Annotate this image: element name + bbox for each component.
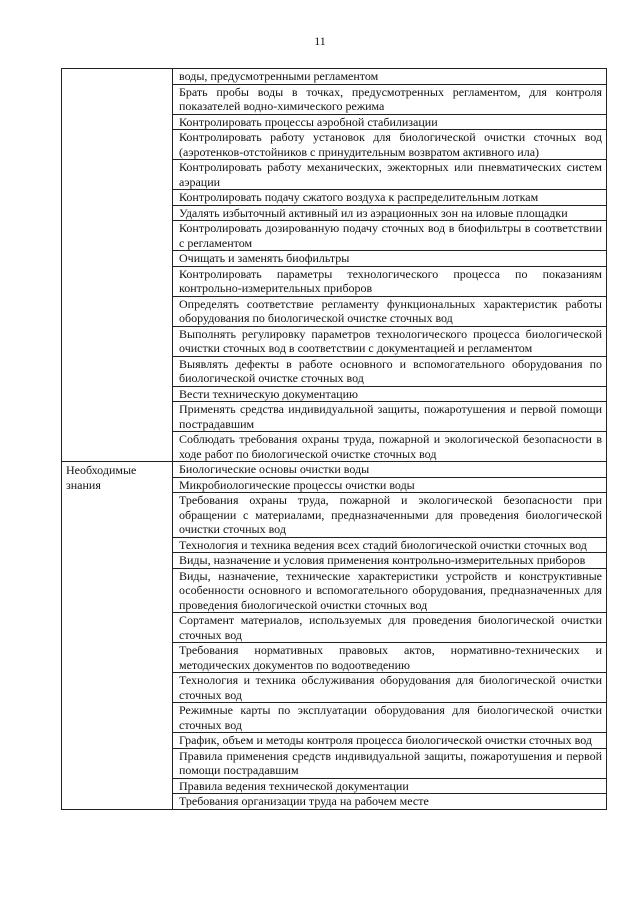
table-cell-item: Микробиологические процессы очистки воды [173, 477, 607, 493]
table-cell-item: Определять соответствие регламенту функциональных характеристик работы оборудования по биологической очистке сточных вод [173, 296, 607, 326]
requirements-table [61, 68, 607, 810]
table-cell-item: Требования организации труда на рабочем месте [173, 794, 607, 810]
section-label-knowledge: Необходимые знания [62, 462, 173, 810]
table-cell-item: График, объем и методы контроля процесса биологической очистки сточных вод [173, 733, 607, 749]
table-cell-item: Требования охраны труда, пожарной и экологической безопасности при обращении с материалами, предназначенными для проведения биологической очистки сточных вод [173, 493, 607, 538]
table-cell-item: Контролировать работу механических, эжекторных или пневматических систем аэрации [173, 160, 607, 190]
table-cell-item: Применять средства индивидуальной защиты, пожаротушения и первой помощи пострадавшим [173, 402, 607, 432]
table-cell-item: Соблюдать требования охраны труда, пожарной и экологической безопасности в ходе работ по биологической очистке сточных вод [173, 432, 607, 462]
table-cell-item: Требования нормативных правовых актов, нормативно-технических и методических документов по водоотведению [173, 643, 607, 673]
table-cell-item: воды, предусмотренными регламентом [173, 69, 607, 85]
table-cell-item: Правила ведения технической документации [173, 778, 607, 794]
table-cell-item: Технология и техника ведения всех стадий биологической очистки сточных вод [173, 537, 607, 553]
table-row [62, 462, 607, 478]
table-cell-item: Контролировать подачу сжатого воздуха к распределительным лоткам [173, 190, 607, 206]
table-cell-item: Выявлять дефекты в работе основного и вспомогательного оборудования по биологической очистке сточных вод [173, 356, 607, 386]
page-number: 11 [314, 34, 326, 48]
table-cell-item: Контролировать процессы аэробной стабилизации [173, 114, 607, 130]
table-cell-item: Вести техническую документацию [173, 386, 607, 402]
table-cell-item: Выполнять регулировку параметров технологического процесса биологической очистки сточных вод в соответствии с документацией и регламентом [173, 326, 607, 356]
table-cell-item: Контролировать дозированную подачу сточных вод в биофильтры в соответствии с регламентом [173, 221, 607, 251]
label-cell-continued [62, 69, 173, 462]
table-cell-item: Удалять избыточный активный ил из аэрационных зон на иловые площадки [173, 205, 607, 221]
table-body [62, 69, 607, 810]
table-cell-item: Биологические основы очистки воды [173, 462, 607, 478]
table-cell-item: Виды, назначение, технические характеристики устройств и конструктивные особенности основного и вспомогательного оборудования, предназначенных для проведения биологической очистки сточных вод [173, 568, 607, 613]
table-cell-item: Контролировать параметры технологического процесса по показаниям контрольно-измерительных приборов [173, 266, 607, 296]
table-cell-item: Очищать и заменять биофильтры [173, 251, 607, 267]
table-cell-item: Правила применения средств индивидуальной защиты, пожаротушения и первой помощи пострадавшим [173, 748, 607, 778]
table-cell-item: Контролировать работу установок для биологической очистки сточных вод (аэротенков-отстойников с принудительным возвратом активного ила) [173, 130, 607, 160]
table-row [62, 69, 607, 85]
table-cell-item: Сортамент материалов, используемых для проведения биологической очистки сточных вод [173, 613, 607, 643]
table-cell-item: Виды, назначение и условия применения контрольно-измерительных приборов [173, 553, 607, 569]
table-cell-item: Технология и техника обслуживания оборудования для биологической очистки сточных вод [173, 673, 607, 703]
table-cell-item: Режимные карты по эксплуатации оборудования для биологической очистки сточных вод [173, 703, 607, 733]
table-cell-item: Брать пробы воды в точках, предусмотренных регламентом, для контроля показателей водно-химического режима [173, 84, 607, 114]
